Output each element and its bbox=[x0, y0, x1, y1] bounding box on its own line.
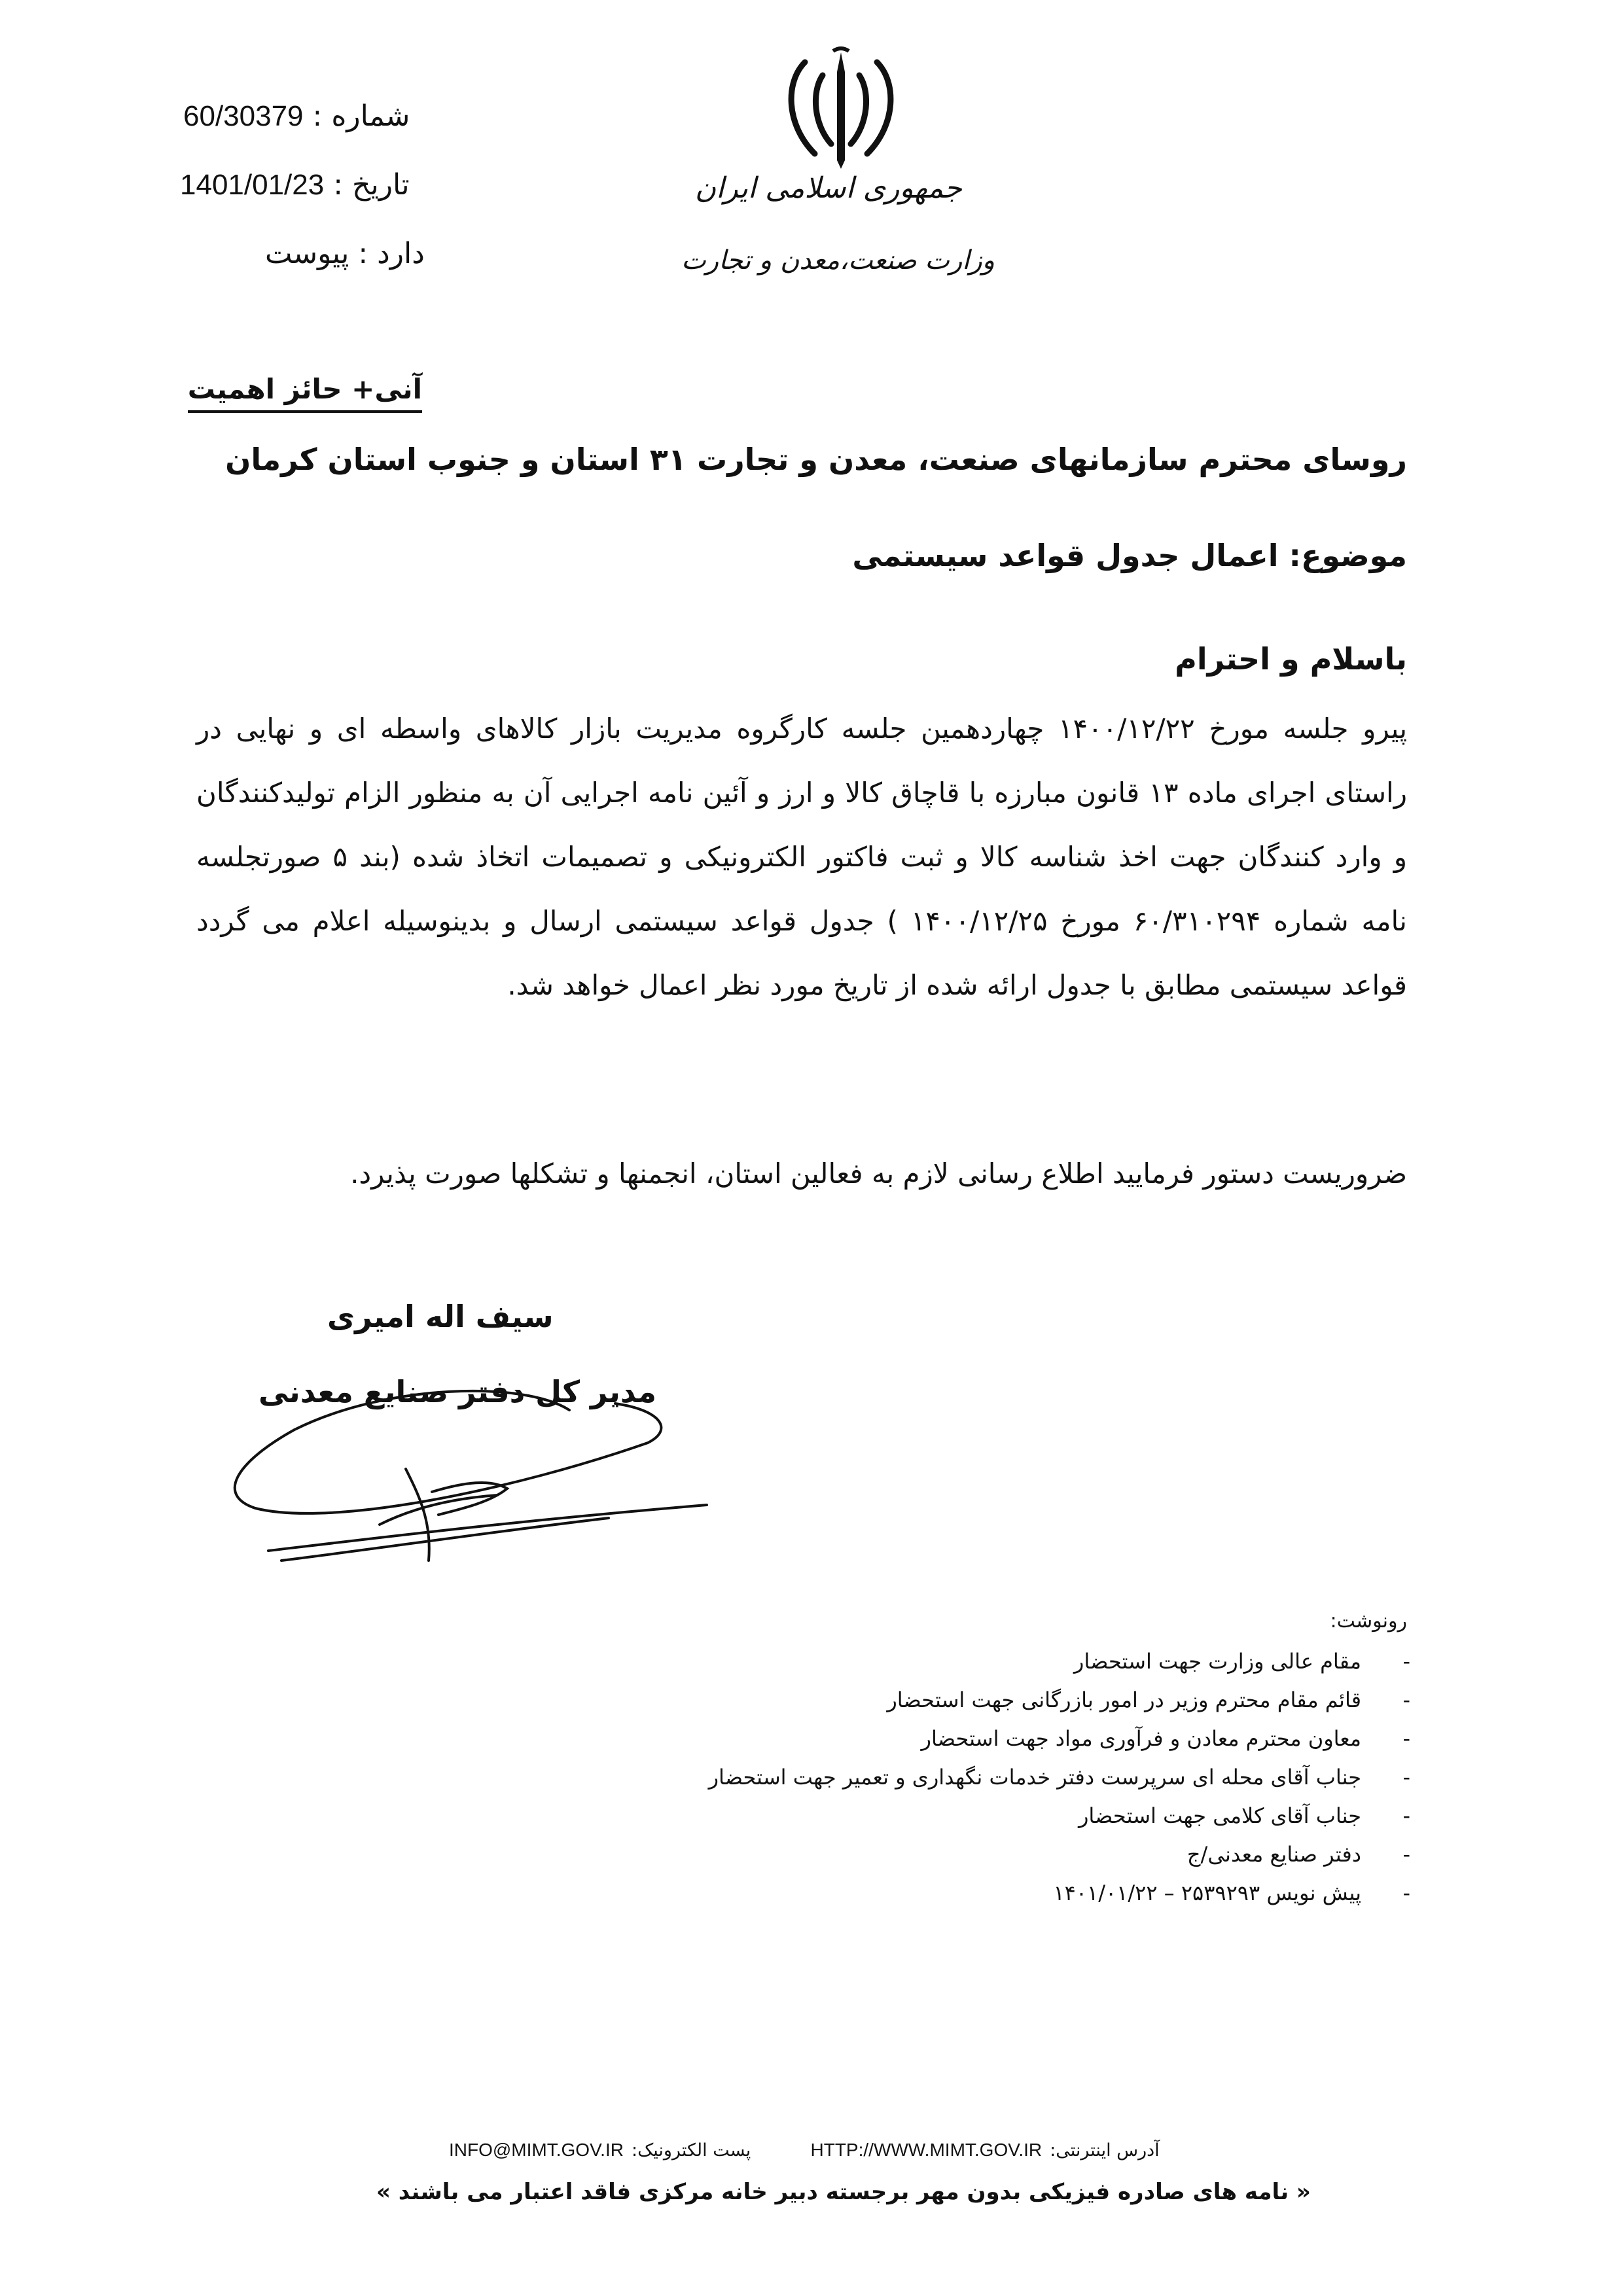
colon-separator: : bbox=[333, 168, 344, 202]
cc-item-text: مقام عالی وزارت جهت استحضار bbox=[1073, 1649, 1361, 1674]
letter-attachment-value: دارد bbox=[377, 238, 425, 270]
letter-date bbox=[180, 167, 410, 203]
cc-item bbox=[709, 1874, 1410, 1913]
list-dash: - bbox=[1402, 1649, 1410, 1674]
signer-name: سیف اله امیری bbox=[327, 1299, 554, 1334]
footer-web-link[interactable]: HTTP://WWW.MIMT.GOV.IR bbox=[810, 2140, 1043, 2160]
cc-item bbox=[709, 1835, 1410, 1874]
list-dash: - bbox=[1402, 1765, 1410, 1790]
list-dash: - bbox=[1402, 1726, 1410, 1751]
cc-item-text: قائم مقام محترم وزیر در امور بازرگانی جهت استحضار bbox=[887, 1687, 1361, 1712]
list-dash: - bbox=[1402, 1842, 1410, 1867]
cc-list bbox=[708, 1642, 1410, 1913]
addressee: روسای محترم سازمانهای صنعت، معدن و تجارت ۳۱ استان و جنوب استان کرمان bbox=[225, 442, 1407, 477]
letter-date-value: 1401/01/23 bbox=[180, 169, 325, 201]
letter-number bbox=[183, 98, 410, 135]
cc-item-text: جناب آقای محله ای سرپرست دفتر خدمات نگهداری و تعمیر جهت استحضار bbox=[708, 1765, 1361, 1790]
footer-contacts bbox=[445, 2140, 1164, 2161]
cc-item-text: معاون محترم معادن و فرآوری مواد جهت استحضار bbox=[921, 1726, 1361, 1751]
cc-item bbox=[708, 1758, 1410, 1797]
cc-item bbox=[709, 1642, 1410, 1681]
colon-separator: : bbox=[358, 237, 368, 270]
cc-item bbox=[709, 1720, 1410, 1758]
iran-emblem-icon bbox=[776, 46, 906, 170]
cc-item bbox=[709, 1681, 1410, 1720]
footer-web-label: آدرس اینترنتی: bbox=[1050, 2140, 1160, 2161]
signer-title: مدیر کل دفتر صنایع معدنی bbox=[259, 1374, 656, 1409]
ministry-title: وزارت صنعت،معدن و تجارت bbox=[681, 245, 995, 275]
letter-number-label: شماره bbox=[331, 99, 410, 133]
cc-item-text: پیش نویس ۲۵۳۹۲۹۳ – ۱۴۰۱/۰۱/۲۲ bbox=[1053, 1881, 1361, 1905]
cc-item bbox=[709, 1797, 1410, 1835]
list-dash: - bbox=[1402, 1881, 1410, 1905]
greeting: باسلام و احترام bbox=[1175, 641, 1407, 677]
list-dash: - bbox=[1402, 1803, 1410, 1828]
colon-separator: : bbox=[312, 99, 323, 133]
letter-number-value: 60/30379 bbox=[183, 100, 304, 132]
footer-note: « نامه های صادره فیزیکی بدون مهر برجسته دبیر خانه مرکزی فاقد اعتبار می باشند » bbox=[376, 2179, 1311, 2205]
body-paragraph-1: پیرو جلسه مورخ ۱۴۰۰/۱۲/۲۲ چهاردهمین جلسه کارگروه مدیریت بازار کالاهای واسطه ای و نهایی در راستای اجرای ماده ۱۳ قانون مبارزه با قاچاق کالا و ارز و آئین نامه اجرایی آن به منظور الزام تولیدکنندگان و وارد کنندگان جهت اخذ شناسه کالا و ثبت فاکتور الکترونیکی و تصمیمات اتخاذ شده (بند ۵ صورتجلسه نامه شماره ۶۰/۳۱۰۲۹۴ مورخ ۱۴۰۰/۱۲/۲۵ ) جدول قواعد سیستمی ارسال و بدینوسیله اعلام می گردد قواعد سیستمی مطابق با جدول ارائه شده از تاریخ مورد نظر اعمال خواهد شد. bbox=[196, 713, 1408, 1001]
cc-heading: رونوشت: bbox=[1330, 1610, 1407, 1633]
cc-item-text: دفتر صنایع معدنی/ج bbox=[1186, 1842, 1361, 1867]
letter-attachment bbox=[265, 236, 425, 272]
footer-email-link[interactable]: INFO@MIMT.GOV.IR bbox=[449, 2140, 624, 2160]
priority-label: آنی+ حائز اهمیت bbox=[188, 373, 422, 413]
footer-email-label: پست الکترونیک: bbox=[631, 2140, 751, 2161]
letter-attachment-label: پیوست bbox=[265, 237, 349, 270]
list-dash: - bbox=[1402, 1687, 1410, 1712]
letter-date-label: تاریخ bbox=[352, 168, 410, 202]
cc-item-text: جناب آقای کلامی جهت استحضار bbox=[1078, 1803, 1361, 1828]
subject-line: موضوع: اعمال جدول قواعد سیستمی bbox=[852, 538, 1407, 573]
country-title: جمهوری اسلامی ایران bbox=[694, 171, 962, 205]
body-paragraph-2: ضروریست دستور فرمایید اطلاع رسانی لازم به فعالین استان، انجمنها و تشکلها صورت پذیرد. bbox=[350, 1157, 1407, 1190]
